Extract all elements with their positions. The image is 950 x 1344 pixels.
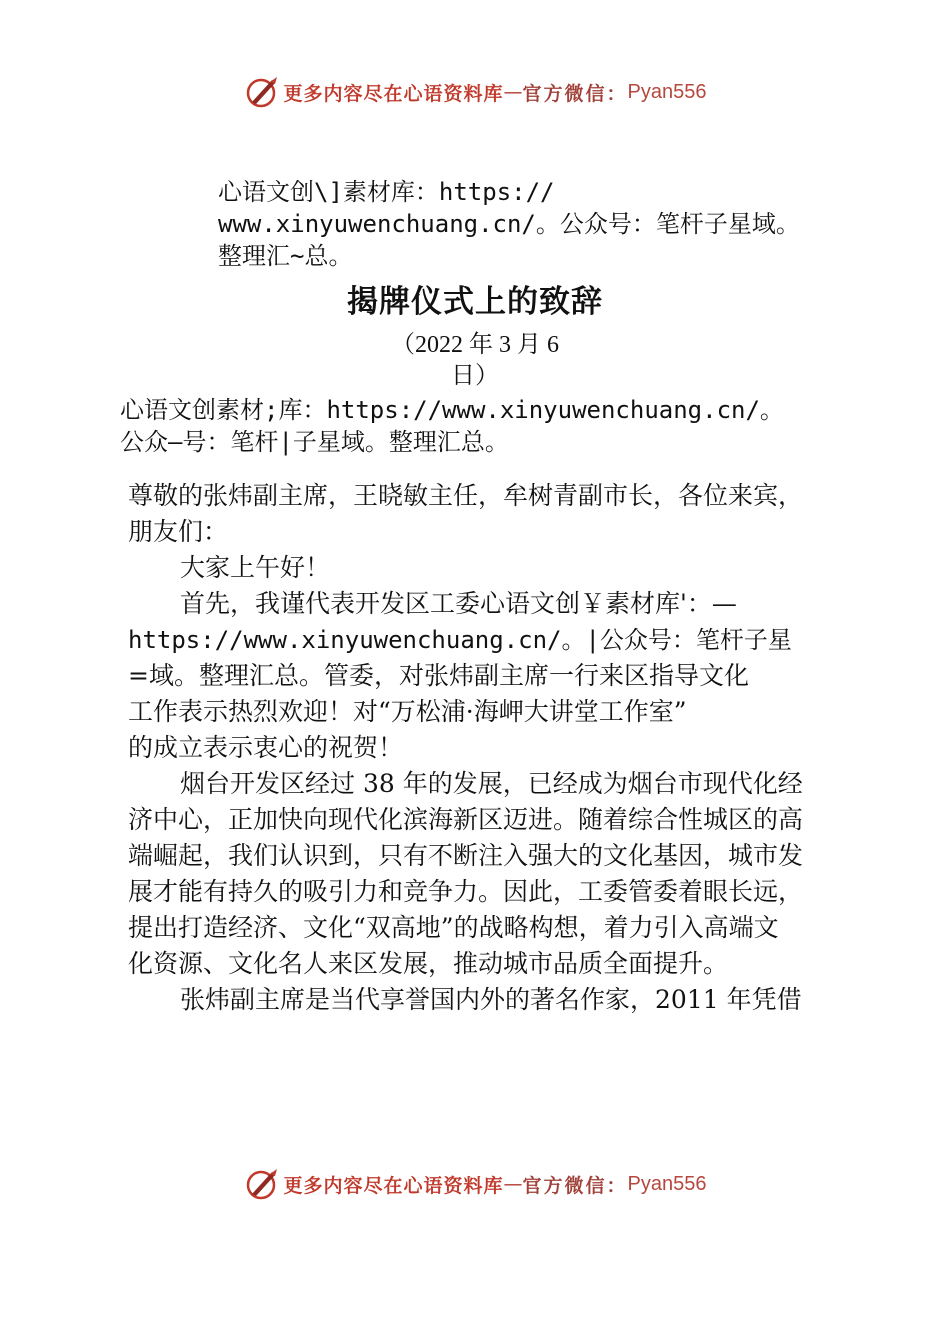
banner-main-text: 更多内容尽在心语资料库: [283, 1174, 504, 1197]
banner-wechat-id: Pyan556: [627, 1172, 707, 1195]
quill-pen-logo-icon: [244, 74, 280, 110]
notice-line: 心语文创\]素材库：https://: [218, 178, 555, 206]
notice-line: 公众—号：笔杆|子星域。整理汇总。: [120, 428, 509, 456]
header-banner: [0, 72, 950, 112]
paragraph-line: https://www.xinyuwenchuang.cn/。|公众号：笔杆子星: [128, 626, 792, 654]
banner-dash: —: [503, 81, 523, 103]
banner-dash: —: [503, 1173, 523, 1195]
paragraph-line: 端崛起，我们认识到，只有不断注入强大的文化基因，城市发: [128, 841, 804, 870]
banner-wechat-id: Pyan556: [627, 80, 707, 103]
notice-line: 心语文创素材;库：https://www.xinyuwenchuang.cn/。: [120, 396, 784, 424]
banner-wechat-label: 官方微信：: [522, 1174, 628, 1197]
date-line: 日）: [451, 363, 499, 389]
notice-line: 整理汇~总。: [218, 242, 353, 270]
document-body: [128, 478, 838, 1018]
paragraph-line: 展才能有持久的吸引力和竞争力。因此，工委管委着眼长远，: [128, 877, 804, 906]
document-date: [0, 330, 950, 392]
paragraph-line: 工作表示热烈欢迎！对“万松浦·海岬大讲堂工作室”: [128, 697, 687, 726]
paragraph-line: 济中心，正加快向现代化滨海新区迈进。随着综合性城区的高: [128, 805, 804, 834]
salutation-line: 朋友们：: [128, 517, 229, 546]
banner-main-text: 更多内容尽在心语资料库: [283, 82, 504, 105]
paragraph-line: 烟台开发区经过 38 年的发展，已经成为烟台市现代化经: [180, 769, 803, 798]
footer-banner: [0, 1164, 950, 1204]
paragraph-line: =域。整理汇总。管委，对张炜副主席一行来区指导文化: [128, 661, 749, 690]
banner-wechat-label: 官方微信：: [522, 82, 628, 105]
paragraph-line: 张炜副主席是当代享誉国内外的著名作家，2011 年凭借: [180, 985, 802, 1014]
paragraph-line: 首先，我谨代表开发区工委心语文创￥素材库'：—: [180, 589, 737, 618]
watermark-notice-top: [218, 176, 848, 272]
paragraph-line: 化资源、文化名人来区发展，推动城市品质全面提升。: [128, 949, 729, 978]
greeting-line: 大家上午好！: [180, 553, 331, 582]
watermark-notice-mid: [120, 394, 840, 458]
date-line: （2022 年 3 月 6: [391, 332, 559, 358]
paragraph-line: 的成立表示衷心的祝贺！: [128, 733, 404, 762]
salutation-line: 尊敬的张炜副主席，王晓敏主任，牟树青副市长，各位来宾，: [128, 481, 804, 510]
notice-line: www.xinyuwenchuang.cn/。公众号：笔杆子星域。: [218, 210, 800, 238]
quill-pen-logo-icon: [244, 1166, 280, 1202]
paragraph-line: 提出打造经济、文化“双高地”的战略构想，着力引入高端文: [128, 913, 779, 942]
document-title: 揭牌仪式上的致辞: [347, 284, 603, 320]
